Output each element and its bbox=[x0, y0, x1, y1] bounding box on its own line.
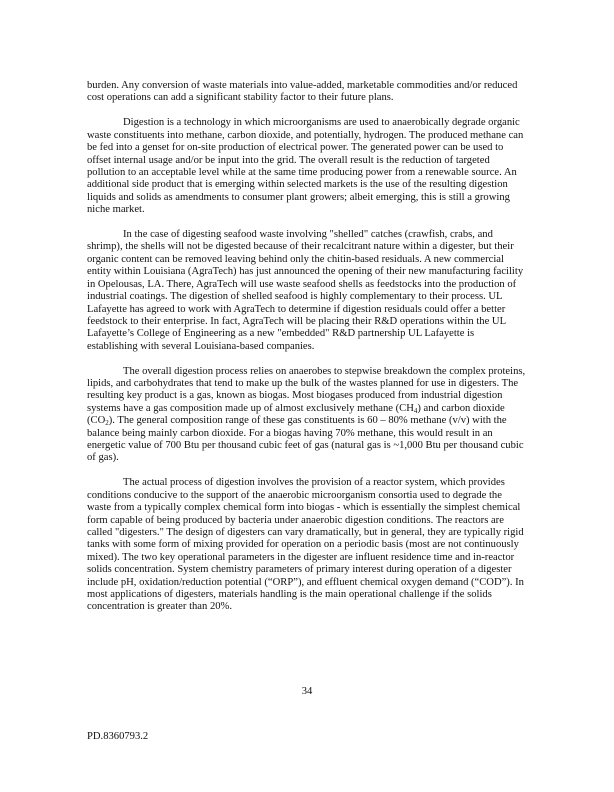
text-segment: The overall digestion process relies on anaerobes to stepwise breakdown the complex proteins, lipids, and carbohydrates that tend to make up the bulk of the wastes planned for use in digesters. The resulting key product is a gas, known as biogas. Most biogases produced from industrial digestion systems have a gas composition made up of almost exclusively methane (CH bbox=[87, 365, 526, 414]
document-id: PD.8360793.2 bbox=[87, 731, 149, 742]
subscript: 4 bbox=[413, 406, 418, 415]
paragraph-seafood-waste: In the case of digesting seafood waste involving "shelled" catches (crawfish, crabs, and shrimp), the shells will not be digested because of their recalcitrant nature within a digester, but their organic content can be removed leaving behind only the chitin-based residuals. A new commercial entity within Louisiana (AgraTech) has just announced the opening of their new manufacturing facility in Opelousas, LA. There, AgraTech will use waste seafood shells as feedstocks into the production of industrial coatings. The digestion of shelled seafood is highly complementary to their process. UL Lafayette has agreed to work with AgraTech to determine if digestion residuals could offer a better feedstock to their enterprise. In fact, AgraTech will be placing their R&D operations within the UL Lafayette’s College of Engineering as a new "embedded" R&D partnership UL Lafayette is establishing with several Louisiana-based companies. bbox=[87, 229, 524, 352]
paragraph-digestion-process bbox=[87, 366, 527, 465]
paragraph-reactor-system: The actual process of digestion involves the provision of a reactor system, which provides conditions conducive to the support of the anaerobic microorganism consortia used to degrade the waste from a typically complex chemical form into biogas - which is essentially the simplest chemical form capable of being produced by bacteria under anaerobic digestion conditions. The reactors are called "digesters." The design of digesters can vary dramatically, but in general, they are typically rigid tanks with some form of mixing provided for operation on a periodic basis (most are not continuously mixed). The two key operational parameters in the digester are influent residence time and in-reactor solids concentration. System chemistry parameters of primary interest during operation of a digester include pH, oxidation/reduction potential (“ORP”), and effluent chemical oxygen demand (“COD”). In most applications of digesters, materials handling is the main operational challenge if the solids concentration is greater than 20%. bbox=[87, 477, 524, 613]
paragraph-continuation: burden. Any conversion of waste materials into value-added, marketable commodities and/or reduced cost operations can add a significant stability factor to their future plans. bbox=[87, 80, 518, 104]
text-segment: ). The general composition range of these gas constituents is 60 – 80% methane (v/v) with the balance being mainly carbon dioxide. For a biogas having 70% methane, this would result in an energetic value of 700 Btu per thousand cubic feet of gas (natural gas is ~1,000 Btu per thousand cubic of gas). bbox=[87, 415, 524, 464]
text-segment: ) and carbon dioxide (CO bbox=[87, 402, 505, 427]
subscript: 2 bbox=[105, 419, 109, 428]
paragraph-digestion-technology: Digestion is a technology in which microorganisms are used to anaerobically degrade organic waste constituents into methane, carbon dioxide, and potentially, hydrogen. The produced methane can be fed into a genset for on-site production of electrical power. The generated power can be used to offset internal usage and/or be input into the grid. The overall result is the reduction of targeted pollution to an acceptable level while at the same time producing power from a renewable source. An additional side product that is emerging within selected markets is the use of the resulting digestion liquids and solids as amendments to consumer plant growers; albeit emerging, this is still a growing niche market. bbox=[87, 117, 524, 216]
body-text bbox=[87, 80, 527, 626]
page-number: 34 bbox=[301, 686, 313, 697]
